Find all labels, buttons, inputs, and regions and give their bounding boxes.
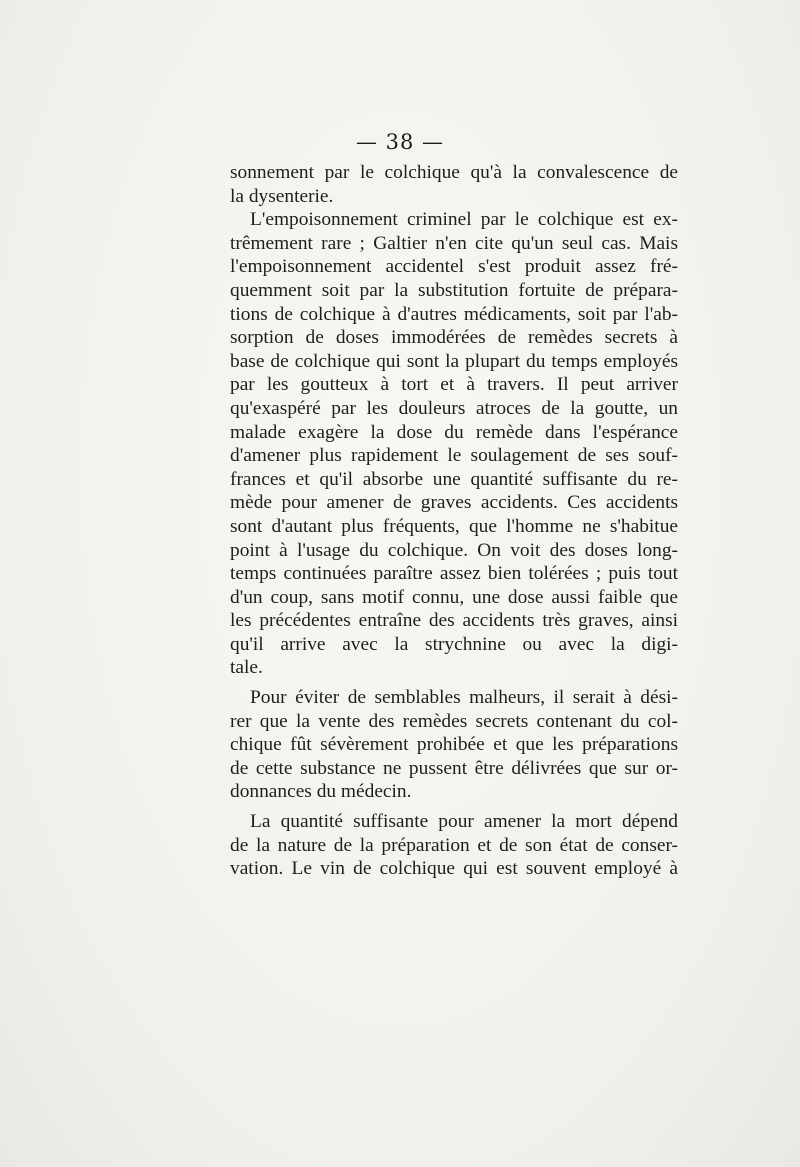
text-line: malade exagère la dose du remède dans l'espérance [230,421,678,443]
text-line: point à l'usage du colchique. On voit des doses long- [230,539,678,561]
text-line: d'un coup, sans motif connu, une dose aussi faible que [230,586,678,608]
text-line: L'empoisonnement criminel par le colchique est ex- [250,209,678,231]
text-line: La quantité suffisante pour amener la mort dépend [250,811,678,833]
text-line: l'empoisonnement accidentel s'est produit assez fré- [230,256,678,278]
paragraph-1 [230,161,678,208]
text-line: la dysenterie. [230,185,334,207]
text-line: de cette substance ne pussent être délivrées que sur or- [230,757,678,779]
text-line: frances et qu'il absorbe une quantité suffisante du re- [230,468,678,490]
text-line: de la nature de la préparation et de son état de conser- [230,834,678,856]
text-line: sonnement par le colchique qu'à la convalescence de [230,162,678,183]
text-line: base de colchique qui sont la plupart du temps employés [230,350,678,372]
text-line: trêmement rare ; Galtier n'en cite qu'un seul cas. Mais [230,232,678,254]
text-line: sont d'autant plus fréquents, que l'homme ne s'habitue [230,515,678,537]
text-line: mède pour amener de graves accidents. Ces accidents [230,492,678,514]
text-line: qu'il arrive avec la strychnine ou avec la digi- [230,633,678,655]
paragraph-4 [230,810,678,881]
text-line: rer que la vente des remèdes secrets contenant du col- [230,710,678,732]
text-line: temps continuées paraître assez bien tolérées ; puis tout [230,563,678,585]
text-line: chique fût sévèrement prohibée et que les préparations [230,734,678,756]
text-line: qu'exaspéré par les douleurs atroces de la goutte, un [230,397,678,419]
body-text [230,161,678,881]
paragraph-2 [230,208,678,680]
text-line: donnances du médecin. [230,781,412,803]
paragraph-3 [230,686,678,804]
text-line: les précédentes entraîne des accidents très graves, ainsi [230,610,678,632]
text-line: tions de colchique à d'autres médicaments, soit par l'ab- [230,303,678,325]
text-line: sorption de doses immodérées de remèdes secrets à [230,327,678,349]
text-line: d'amener plus rapidement le soulagement de ses souf- [230,445,678,467]
text-line: vation. Le vin de colchique qui est souvent employé à [230,858,678,880]
text-line: quemment soit par la substitution fortuite de prépara- [230,279,678,301]
page-number: — 38 — [355,130,445,154]
text-line: par les goutteux à tort et à travers. Il peut arriver [230,374,678,396]
text-line: tale. [230,657,263,679]
text-line: Pour éviter de semblables malheurs, il serait à dési- [250,687,678,709]
